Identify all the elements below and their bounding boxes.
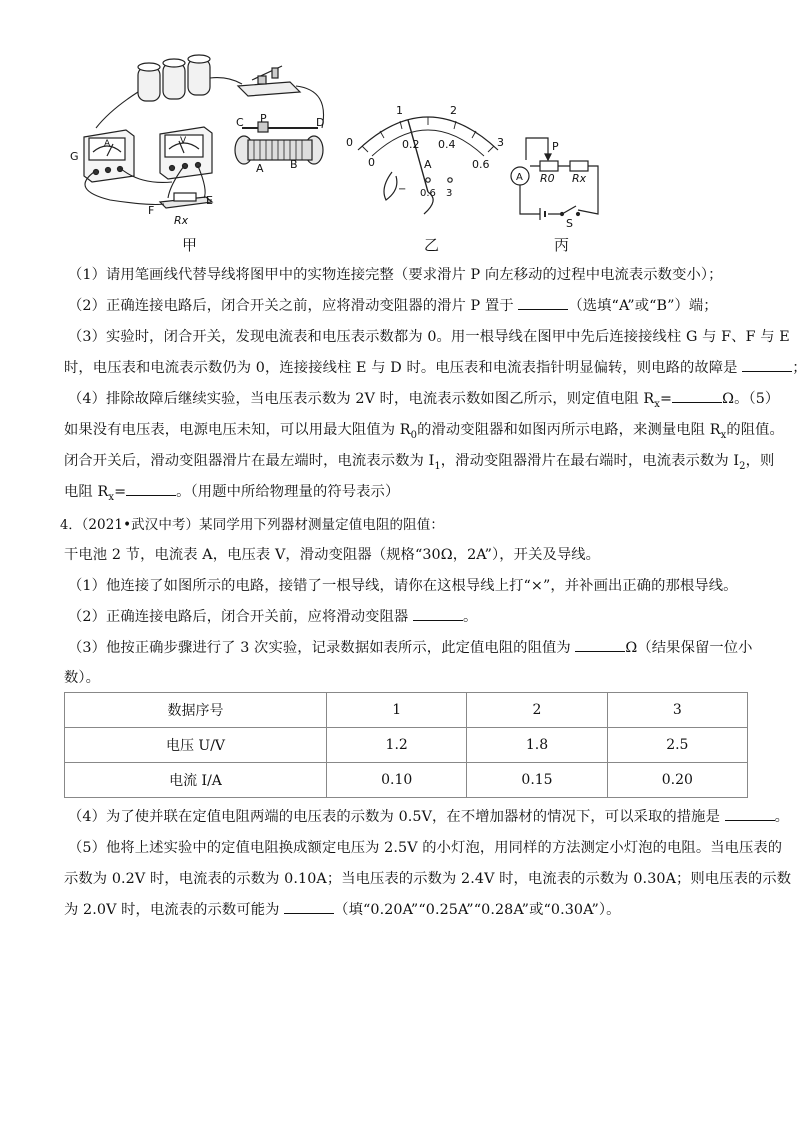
bing-label-r0: R0 (540, 172, 555, 185)
caption-bing: 丙 (554, 236, 570, 254)
q3-part3-text: 时，电压表和电流表示数仍为 0，连接接线柱 E 与 D 时。电压表和电流表指针明显偏转，则电路的故障是 (64, 360, 743, 376)
q3-part5-eq: = (114, 484, 127, 500)
switch-icon (238, 66, 300, 96)
resistor-rx-icon (160, 193, 212, 208)
blank-q3-5[interactable] (126, 483, 176, 496)
q3-part3-line2 (64, 357, 807, 377)
dial-minus: − (398, 184, 407, 195)
label-b: B (290, 158, 298, 171)
q3-part5-tail2: 。（用题中所给物理量的符号表示） (176, 484, 400, 500)
q3-part2 (68, 295, 718, 315)
q4-part3-line1 (68, 637, 753, 657)
blank-q3-4[interactable] (672, 390, 722, 403)
bing-label-rx: Rx (572, 172, 587, 185)
subscript-2: 2 (739, 460, 746, 472)
q3-part5-tail: 的阻值。 (726, 422, 784, 438)
table-header-cell: 2 (467, 693, 607, 728)
label-ammeter: A (104, 139, 111, 149)
table-header-cell: 数据序号 (65, 693, 327, 728)
switch-symbol-icon (562, 206, 576, 214)
blank-q3-2[interactable] (518, 297, 568, 310)
q3-part3-tail: ； (792, 360, 807, 376)
dial-zero-outer: 0 (346, 136, 353, 149)
figure-jia (84, 55, 324, 208)
table-cell: 0.15 (467, 763, 607, 798)
slider-arrow-icon (545, 154, 551, 160)
dial-top-1: 1 (396, 104, 403, 117)
table-row-voltage (65, 728, 748, 763)
q4-part4-tail: 。 (774, 809, 790, 825)
q3-part5-line3 (64, 481, 399, 503)
circuit-figures (0, 0, 794, 260)
table-cell: 2.5 (607, 728, 747, 763)
label-voltmeter: V (180, 136, 187, 146)
q4-part1: （1）他连接了如图所示的电路，接错了一根导线，请你在这根导线上打“×”，并补画出正确的那根导线。 (68, 578, 738, 594)
q3-part5-line2 (64, 450, 774, 472)
q3-part5-text2: 的滑动变阻器和如图丙所示电路，来测量电阻 R (417, 422, 721, 438)
q3-part5-text4: ，滑动变阻器滑片在最右端时，电流表示数为 I (440, 453, 740, 469)
table-cell: 1.2 (327, 728, 467, 763)
data-table (64, 692, 748, 798)
dial-bottom-04: 0.4 (438, 138, 456, 151)
table-row-current (65, 763, 748, 798)
dial-top-3: 3 (497, 136, 504, 149)
q4-part3-text: （3）他按正确步骤进行了 3 次实验，记录数据如表所示，此定值电阻的阻值为 (68, 640, 576, 656)
label-a: A (256, 162, 264, 175)
label-f: F (148, 204, 155, 217)
blank-q4-3[interactable] (575, 639, 625, 652)
table-cell: 0.20 (607, 763, 747, 798)
q4-part3-line2: 数）。 (64, 670, 101, 686)
q4-source: （2021•武汉中考） (81, 517, 200, 533)
q3-part4-line (68, 388, 779, 410)
bing-label-p: P (552, 140, 559, 153)
dial-arc-inner (372, 130, 484, 156)
q3-part5-text1: 如果没有电压表，电源电压未知，可以用最大阻值为 R (64, 422, 411, 438)
table-header-cell: 1 (327, 693, 467, 728)
subscript-x: x (108, 491, 115, 503)
dial-unit: A (424, 158, 432, 171)
q4-part5-line3 (64, 899, 621, 919)
yi-labels (346, 104, 504, 199)
rheostat-icon (235, 122, 323, 164)
q3-part4-tail: Ω。（5） (722, 391, 780, 407)
table-header-cell: 3 (607, 693, 747, 728)
q4-part2 (68, 606, 477, 626)
q4-part5-line2: 示数为 0.2V 时，电流表的示数为 0.10A；当电压表的示数为 2.4V 时，电流表的示数为 0.30A；则电压表的示数 (64, 871, 792, 887)
q3-part5-text6: 电阻 R (64, 484, 109, 500)
bing-label-s: S (566, 217, 573, 230)
q3-part4-eq: = (660, 391, 673, 407)
q3-part1: （1）请用笔画线代替导线将图甲中的实物连接完整（要求滑片 P 向左移动的过程中电流表示数变小）； (68, 267, 723, 283)
dial-zero-inner: 0 (368, 156, 375, 169)
q4-materials: 干电池 2 节，电流表 A，电压表 V，滑动变阻器（规格“30Ω，2A”），开关及导线。 (64, 547, 601, 563)
table-cell: 0.10 (327, 763, 467, 798)
q4-heading (60, 513, 444, 533)
caption-yi: 乙 (424, 236, 440, 254)
voltmeter-device-icon (160, 127, 212, 179)
q4-part4-text: （4）为了使并联在定值电阻两端的电压表的示数为 0.5V，在不增加器材的情况下，可以采取的措施是 (68, 809, 725, 825)
q4-number: 4． (60, 518, 82, 533)
table-header-row (65, 693, 748, 728)
q3-part4-text: （4）排除故障后继续实验，当电压表示数为 2V 时，电流表示数如图乙所示，则定值电阻 R (68, 391, 655, 407)
q4-part2-text: （2）正确连接电路后，闭合开关前，应将滑动变阻器 (68, 609, 413, 625)
q4-stem: 某同学用下列器材测量定值电阻的阻值： (199, 517, 444, 533)
q3-part5-text3: 闭合开关后，滑动变阻器滑片在最左端时，电流表示数为 I (64, 453, 435, 469)
rheostat-r0-icon (540, 161, 558, 171)
q4-part5-line1: （5）他将上述实验中的定值电阻换成额定电压为 2.5V 的小灯泡，用同样的方法测定小灯泡的电阻。当电压表的 (68, 840, 783, 856)
label-c: C (236, 116, 244, 129)
blank-q4-2[interactable] (413, 608, 463, 621)
q3-part5-text5: ，则 (745, 453, 775, 469)
subscript-x: x (720, 429, 727, 441)
table-cell: 电压 U/V (65, 728, 327, 763)
subscript-0: 0 (410, 429, 418, 441)
blank-q4-4[interactable] (725, 808, 775, 821)
caption-jia: 甲 (182, 236, 198, 254)
table-cell: 1.8 (467, 728, 607, 763)
label-e: E (206, 194, 213, 207)
bing-label-a: A (516, 172, 523, 183)
dial-bottom-06: 0.6 (472, 158, 490, 171)
label-p: P (260, 112, 267, 125)
blank-q4-5[interactable] (284, 901, 334, 914)
q4-part4 (68, 806, 789, 826)
dial-top-2: 2 (450, 104, 457, 117)
q4-part5-tail: （填“0.20A”“0.25A”“0.28A”或“0.30A”）。 (334, 902, 621, 918)
q3-part2-tail: （选填“A”或“B”）端； (568, 298, 718, 314)
battery-pack-icon (138, 55, 210, 101)
subscript-x: x (654, 398, 661, 410)
q3-part3-line1: （3）实验时，闭合开关，发现电流表和电压表示数都为 0。用一根导线在图甲中先后连接接线柱 G 与 F、F 与 E (68, 329, 790, 345)
blank-q3-3[interactable] (742, 359, 792, 372)
q4-part2-tail: 。 (462, 609, 478, 625)
q3-part2-text: （2）正确连接电路后，闭合开关之前，应将滑动变阻器的滑片 P 置于 (68, 298, 519, 314)
dial-bottom-02: 0.2 (402, 138, 420, 151)
table-cell: 电流 I/A (65, 763, 327, 798)
q3-part5-line1 (64, 419, 784, 441)
subscript-1: 1 (434, 460, 441, 472)
dial-terminal-06: 0.6 (420, 188, 436, 199)
label-rx: Rx (174, 214, 189, 227)
dial-wire-left (384, 172, 397, 200)
q4-part3-tail: Ω（结果保留一位小 (625, 640, 753, 656)
resistor-rx-symbol-icon (570, 161, 588, 171)
dial-terminal-3: 3 (446, 188, 453, 199)
q4-part5-text: 为 2.0V 时，电流表的示数可能为 (64, 902, 285, 918)
label-g: G (70, 150, 79, 163)
circuit-wire (520, 138, 598, 214)
label-d: D (316, 116, 325, 129)
